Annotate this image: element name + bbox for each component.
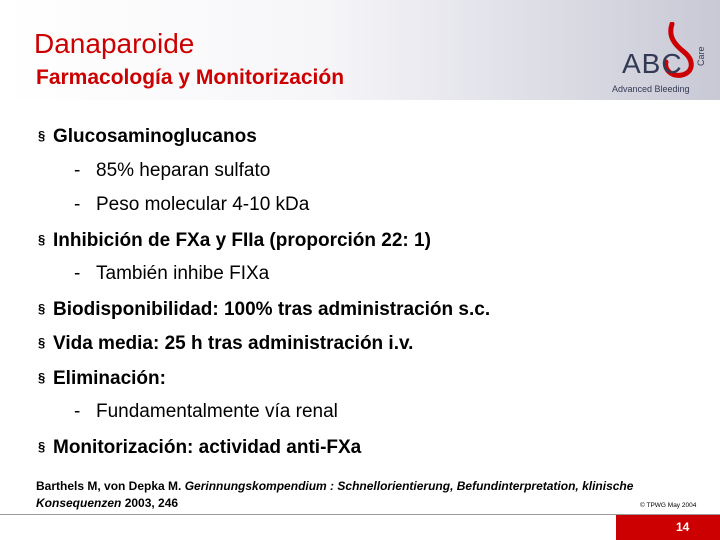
abc-logo — [600, 14, 716, 98]
dash-icon: - — [74, 194, 81, 215]
bullet-item: § Biodisponibilidad: 100% tras administración s.c. — [38, 298, 491, 320]
square-bullet-icon: § — [38, 438, 46, 454]
logo-text: ABC — [622, 48, 683, 79]
reference-authors: Barthels M, von Depka M. — [36, 479, 182, 493]
bullet-item: § Vida media: 25 h tras administración i.v. — [38, 333, 414, 354]
footer-bar — [616, 515, 720, 540]
logo-side-text: Care — [696, 46, 706, 66]
footer-divider — [0, 514, 720, 515]
bullet-list — [38, 124, 698, 469]
bullet-item: § Inhibición de FXa y FIIa (proporción 22: 1) — [38, 229, 431, 251]
reference-details: 2003, 246 — [124, 496, 179, 510]
copyright-notice: © TPWG May 2004 — [640, 502, 697, 509]
reference-work: Gerinnungskompendium : Schnellorientierung, Befundinterpretation, klinische Konsequenzen — [36, 479, 634, 510]
square-bullet-icon: § — [38, 335, 46, 350]
dash-icon: - — [74, 263, 81, 284]
sub-item: - También inhibe FIXa — [74, 263, 270, 284]
square-bullet-icon: § — [38, 369, 46, 385]
square-bullet-icon: § — [38, 231, 46, 247]
slide-header — [0, 0, 720, 100]
slide-title: Danaparoide — [34, 28, 195, 59]
dash-icon: - — [74, 159, 81, 181]
bullet-item: § Eliminación: — [38, 367, 166, 389]
sub-item: - Peso molecular 4-10 kDa — [74, 194, 310, 215]
bullet-item: § Glucosaminoglucanos — [38, 126, 257, 147]
bullet-item: § Monitorización: actividad anti-FXa — [38, 436, 362, 458]
sub-item: - Fundamentalmente vía renal — [74, 401, 338, 422]
slide-subtitle: Farmacología y Monitorización — [36, 66, 345, 89]
sub-item: - 85% heparan sulfato — [74, 159, 271, 181]
reference-citation — [36, 478, 676, 512]
logo-tagline: Advanced Bleeding — [612, 84, 690, 94]
square-bullet-icon: § — [38, 128, 46, 143]
square-bullet-icon: § — [38, 300, 46, 316]
dash-icon: - — [74, 401, 81, 422]
page-number: 14 — [676, 520, 690, 534]
